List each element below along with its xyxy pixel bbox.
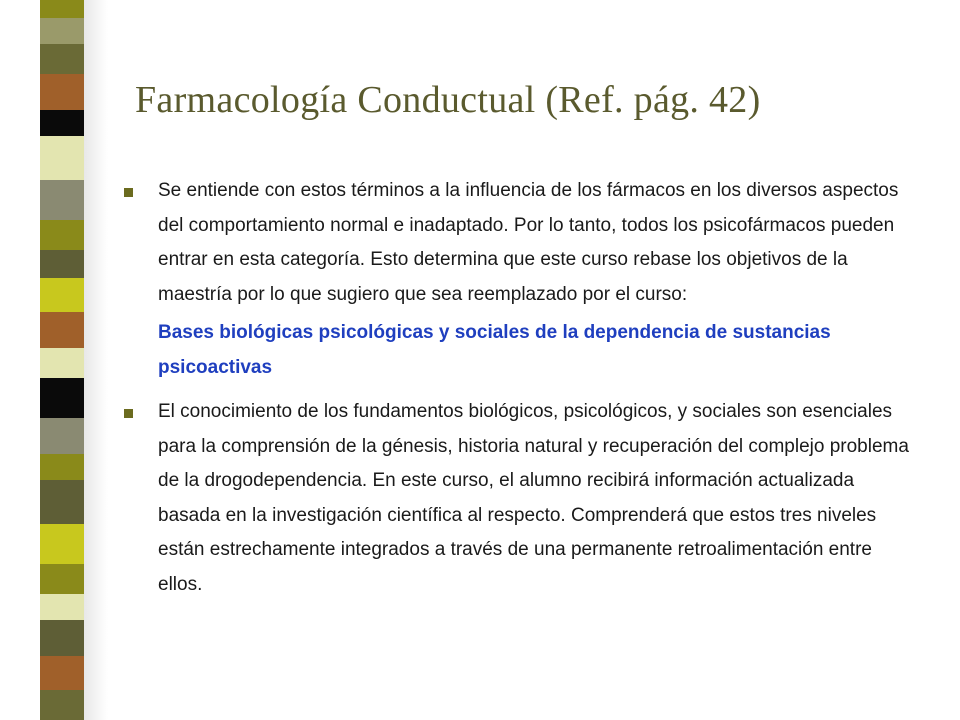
stripe-block	[40, 620, 84, 656]
stripe-block	[40, 480, 84, 524]
bullet-text: Se entiende con estos términos a la influencia de los fármacos en los diversos aspectos del comportamiento normal e inadaptado. Por lo tanto, todos los psicofármacos pueden entrar en esta categoría. Esto determina que este curso rebase los objetivos de la maestría por lo que sugiero que sea reemplazado por el curso:	[158, 180, 899, 305]
stripe-block	[40, 180, 84, 220]
stripe-block	[40, 0, 84, 18]
stripe-block	[40, 594, 84, 620]
bullet-paragraph	[158, 174, 918, 312]
stripe-block	[40, 278, 84, 312]
stripe-block	[40, 136, 84, 180]
stripe-block	[40, 74, 84, 110]
slide-body	[158, 174, 918, 602]
stripe-block	[40, 656, 84, 690]
decorative-stripe	[0, 0, 110, 720]
stripe-block	[40, 312, 84, 348]
stripe-block	[40, 250, 84, 278]
square-bullet-icon	[124, 188, 133, 197]
stripe-block	[40, 524, 84, 564]
stripe-shadow	[84, 0, 108, 720]
stripe-block	[40, 348, 84, 378]
stripe-block	[40, 220, 84, 250]
stripe-block	[40, 418, 84, 454]
course-highlight: Bases biológicas psicológicas y sociales de la dependencia de sustancias psicoactivas	[158, 322, 831, 378]
stripe-block	[40, 44, 84, 74]
bullet-text: El conocimiento de los fundamentos biológicos, psicológicos, y sociales son esenciales para la comprensión de la génesis, historia natural y recuperación del complejo problema de la drogodependencia. En este curso, el alumno recibirá información actualizada basada en la investigación científica al respecto. Comprenderá que estos tres niveles están estrechamente integrados a través de una permanente retroalimentación entre ellos.	[158, 401, 909, 595]
stripe-block	[40, 378, 84, 418]
bullet-paragraph	[158, 395, 918, 602]
slide-title: Farmacología Conductual (Ref. pág. 42)	[135, 79, 761, 121]
stripe-block	[40, 454, 84, 480]
stripe-block	[40, 690, 84, 720]
square-bullet-icon	[124, 409, 133, 418]
stripe-block	[40, 564, 84, 594]
stripe-block	[40, 110, 84, 136]
stripe-block	[40, 18, 84, 44]
